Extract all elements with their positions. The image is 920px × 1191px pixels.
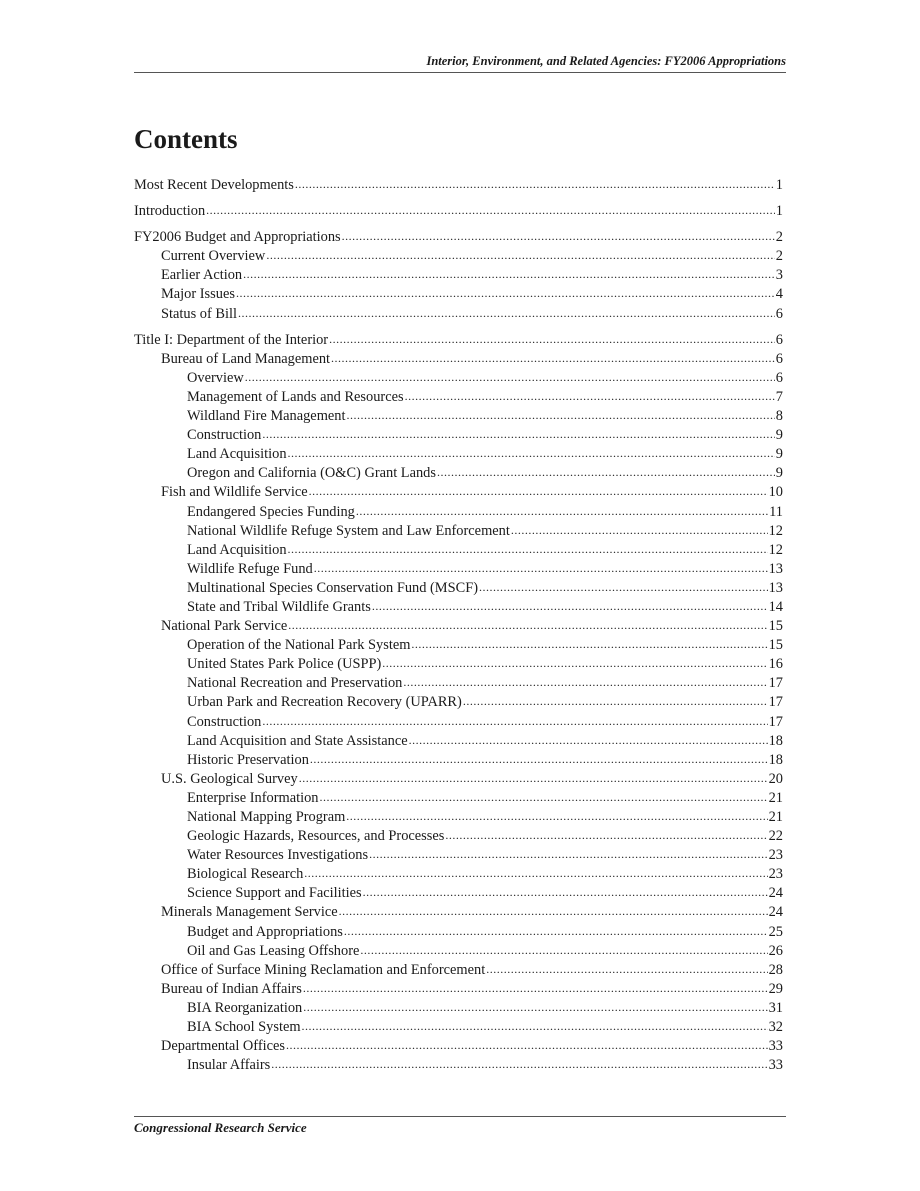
toc-entry[interactable] <box>134 770 783 789</box>
toc-entry[interactable] <box>134 693 783 712</box>
dot-leader <box>445 826 767 845</box>
toc-entry-label: Minerals Management Service <box>161 904 338 921</box>
toc-entry-page: 29 <box>768 980 783 997</box>
dot-leader <box>437 463 775 482</box>
toc-entry-page: 17 <box>768 675 783 692</box>
dot-leader <box>314 559 768 578</box>
toc-entry[interactable] <box>134 961 783 980</box>
toc-entry-label: National Recreation and Preservation <box>187 675 403 692</box>
toc-entry[interactable] <box>134 789 783 808</box>
toc-entry-label: Office of Surface Mining Reclamation and Enforcement <box>161 961 486 978</box>
toc-entry-page: 12 <box>768 522 783 539</box>
toc-entry-page: 13 <box>768 560 783 577</box>
toc-entry-page: 24 <box>768 904 783 921</box>
toc-entry[interactable] <box>134 541 783 560</box>
toc-entry[interactable] <box>134 923 783 942</box>
toc-entry-page: 3 <box>775 267 783 284</box>
toc-entry[interactable] <box>134 407 783 426</box>
toc-entry-label: Most Recent Developments <box>134 177 294 193</box>
dot-leader <box>344 922 768 941</box>
toc-entry[interactable] <box>134 369 783 388</box>
toc-entry-label: Current Overview <box>161 248 266 265</box>
dot-leader <box>302 1017 768 1036</box>
toc-entry[interactable] <box>134 617 783 636</box>
toc-entry-label: Construction <box>187 427 262 444</box>
toc-entry-page: 9 <box>775 465 783 482</box>
dot-leader <box>286 1036 768 1055</box>
toc-entry-page: 23 <box>768 847 783 864</box>
toc-entry[interactable] <box>134 1018 783 1037</box>
toc-entry[interactable] <box>134 999 783 1018</box>
dot-leader <box>266 246 774 265</box>
toc-entry-page: 9 <box>775 427 783 444</box>
toc-entry-label: Urban Park and Recreation Recovery (UPARR) <box>187 694 462 711</box>
toc-entry[interactable] <box>134 247 783 266</box>
dot-leader <box>288 444 775 463</box>
toc-entry-page: 8 <box>775 408 783 425</box>
toc-entry-label: Multinational Species Conservation Fund (MSCF) <box>187 579 479 596</box>
dot-leader <box>288 616 767 635</box>
dot-leader <box>369 845 768 864</box>
toc-entry[interactable] <box>134 846 783 865</box>
toc-entry[interactable] <box>134 503 783 522</box>
toc-entry-page: 14 <box>768 598 783 615</box>
toc-entry-label: BIA School System <box>187 1019 301 1036</box>
dot-leader <box>304 864 767 883</box>
toc-entry-label: Title I: Department of the Interior <box>134 331 329 348</box>
toc-entry[interactable] <box>134 903 783 922</box>
dot-leader <box>479 578 768 597</box>
toc-entry-label: Budget and Appropriations <box>187 923 343 940</box>
dot-leader <box>303 998 767 1017</box>
toc-entry-label: Enterprise Information <box>187 789 319 806</box>
toc-entry[interactable] <box>134 522 783 541</box>
toc-entry-label: Bureau of Land Management <box>161 350 331 367</box>
toc-entry-page: 1 <box>775 177 783 193</box>
dot-leader <box>238 304 775 323</box>
toc-entry-label: Oregon and California (O&C) Grant Lands <box>187 465 436 482</box>
toc-entry-page: 2 <box>775 229 783 246</box>
toc-entry-page: 11 <box>769 503 783 520</box>
toc-entry[interactable] <box>134 713 783 732</box>
dot-leader <box>486 960 767 979</box>
toc-entry[interactable] <box>134 426 783 445</box>
toc-entry-label: Water Resources Investigations <box>187 847 369 864</box>
toc-entry[interactable] <box>134 560 783 579</box>
dot-leader <box>245 368 775 387</box>
table-of-contents <box>134 176 783 1075</box>
toc-entry-page: 22 <box>768 828 783 845</box>
toc-entry-label: Status of Bill <box>161 305 237 322</box>
toc-entry[interactable] <box>134 751 783 770</box>
dot-leader <box>346 406 774 425</box>
dot-leader <box>299 769 768 788</box>
toc-entry[interactable] <box>134 808 783 827</box>
toc-entry[interactable] <box>134 655 783 674</box>
toc-entry[interactable] <box>134 285 783 304</box>
toc-entry-page: 4 <box>775 286 783 303</box>
toc-entry-page: 26 <box>768 942 783 959</box>
dot-leader <box>403 673 767 692</box>
toc-entry-label: Endangered Species Funding <box>187 503 355 520</box>
toc-entry-label: U.S. Geological Survey <box>161 770 298 787</box>
toc-entry[interactable] <box>134 865 783 884</box>
dot-leader <box>356 502 768 521</box>
toc-entry-label: Historic Preservation <box>187 751 309 768</box>
toc-entry-page: 28 <box>768 961 783 978</box>
running-header: Interior, Environment, and Related Agencies: FY2006 Appropriations <box>426 54 786 68</box>
toc-entry-page: 31 <box>768 999 783 1016</box>
header-divider <box>134 72 786 73</box>
toc-entry[interactable] <box>134 331 783 350</box>
toc-entry-label: Geologic Hazards, Resources, and Processes <box>187 828 445 845</box>
footer-divider <box>134 1116 786 1117</box>
toc-entry-label: National Park Service <box>161 618 288 635</box>
toc-entry-page: 16 <box>768 656 783 673</box>
toc-entry[interactable] <box>134 674 783 693</box>
dot-leader <box>310 750 768 769</box>
toc-entry[interactable] <box>134 388 783 407</box>
toc-entry[interactable] <box>134 350 783 369</box>
toc-entry-page: 6 <box>775 350 783 367</box>
toc-entry[interactable] <box>134 980 783 999</box>
toc-entry-label: State and Tribal Wildlife Grants <box>187 598 371 615</box>
toc-entry[interactable] <box>134 445 783 464</box>
dot-leader <box>363 883 768 902</box>
toc-entry-label: Major Issues <box>161 286 235 303</box>
toc-entry[interactable] <box>134 1037 783 1056</box>
dot-leader <box>339 902 768 921</box>
toc-entry-label: Science Support and Facilities <box>187 885 362 902</box>
toc-entry-page: 21 <box>768 789 783 806</box>
toc-entry-label: Land Acquisition and State Assistance <box>187 732 408 749</box>
toc-entry[interactable] <box>134 579 783 598</box>
running-footer: Congressional Research Service <box>134 1120 307 1135</box>
toc-entry-page: 10 <box>768 484 783 501</box>
dot-leader <box>360 941 767 960</box>
toc-entry-label: Bureau of Indian Affairs <box>161 980 302 997</box>
toc-entry[interactable] <box>134 827 783 846</box>
toc-entry-page: 6 <box>775 305 783 322</box>
dot-leader <box>303 979 768 998</box>
toc-entry-label: Insular Affairs <box>187 1057 271 1074</box>
toc-entry-label: Construction <box>187 713 262 730</box>
toc-entry-page: 12 <box>768 541 783 558</box>
toc-entry-page: 17 <box>768 713 783 730</box>
page-title: Contents <box>134 124 238 154</box>
toc-entry-page: 6 <box>775 369 783 386</box>
toc-entry-page: 33 <box>768 1057 783 1074</box>
toc-entry-page: 23 <box>768 866 783 883</box>
toc-entry[interactable] <box>134 202 783 221</box>
toc-entry-label: Earlier Action <box>161 267 243 284</box>
dot-leader <box>329 330 775 349</box>
toc-entry-label: Land Acquisition <box>187 541 287 558</box>
dot-leader <box>346 807 767 826</box>
toc-entry-label: Fish and Wildlife Service <box>161 484 308 501</box>
dot-leader <box>331 349 775 368</box>
toc-entry-label: Wildlife Refuge Fund <box>187 560 313 577</box>
toc-entry-label: Introduction <box>134 203 206 220</box>
toc-entry-label: Wildland Fire Management <box>187 408 346 425</box>
toc-entry[interactable] <box>134 636 783 655</box>
dot-leader <box>295 175 775 194</box>
dot-leader <box>372 597 768 616</box>
toc-entry-label: National Mapping Program <box>187 809 346 825</box>
toc-entry[interactable] <box>134 598 783 617</box>
dot-leader <box>405 387 775 406</box>
toc-entry-page: 25 <box>768 923 783 940</box>
toc-entry-page: 18 <box>768 732 783 749</box>
toc-entry[interactable] <box>134 884 783 903</box>
toc-entry-page: 15 <box>768 618 783 635</box>
toc-entry[interactable] <box>134 305 783 324</box>
dot-leader <box>206 201 775 220</box>
dot-leader <box>382 654 767 673</box>
dot-leader <box>319 788 767 807</box>
toc-entry-label: Biological Research <box>187 866 304 883</box>
toc-entry-label: BIA Reorganization <box>187 999 303 1016</box>
toc-entry-page: 7 <box>775 388 783 405</box>
toc-entry-label: National Wildlife Refuge System and Law Enforcement <box>187 522 510 539</box>
toc-entry[interactable] <box>134 1056 783 1075</box>
dot-leader <box>409 731 768 750</box>
dot-leader <box>342 227 775 246</box>
toc-entry-label: FY2006 Budget and Appropriations <box>134 229 341 246</box>
toc-entry-page: 33 <box>768 1038 783 1055</box>
dot-leader <box>236 284 775 303</box>
toc-entry[interactable] <box>134 942 783 961</box>
toc-entry-page: 2 <box>775 248 783 265</box>
toc-entry-page: 6 <box>775 331 783 348</box>
toc-entry[interactable] <box>134 732 783 751</box>
toc-entry-label: Overview <box>187 369 244 386</box>
toc-entry-label: Land Acquisition <box>187 446 287 463</box>
dot-leader <box>262 712 767 731</box>
toc-entry-page: 20 <box>768 770 783 787</box>
toc-entry-label: Operation of the National Park System <box>187 637 411 654</box>
toc-entry-page: 13 <box>768 579 783 596</box>
toc-entry-label: United States Park Police (USPP) <box>187 656 382 673</box>
toc-entry[interactable] <box>134 228 783 247</box>
toc-entry-page: 9 <box>775 446 783 463</box>
dot-leader <box>262 425 774 444</box>
toc-entry-page: 15 <box>768 637 783 654</box>
toc-entry[interactable] <box>134 176 783 195</box>
dot-leader <box>411 635 767 654</box>
toc-entry-page: 1 <box>775 203 783 220</box>
toc-entry-page: 32 <box>768 1019 783 1036</box>
dot-leader <box>309 482 768 501</box>
dot-leader <box>288 540 768 559</box>
toc-entry[interactable] <box>134 266 783 285</box>
toc-entry-page: 24 <box>768 885 783 902</box>
toc-entry-label: Management of Lands and Resources <box>187 388 404 405</box>
toc-entry-label: Departmental Offices <box>161 1038 285 1055</box>
dot-leader <box>511 521 768 540</box>
toc-entry[interactable] <box>134 464 783 483</box>
dot-leader <box>271 1055 767 1074</box>
toc-entry-page: 17 <box>768 694 783 711</box>
dot-leader <box>243 265 775 284</box>
toc-entry-page: 21 <box>768 809 783 825</box>
toc-entry-label: Oil and Gas Leasing Offshore <box>187 942 360 959</box>
dot-leader <box>463 692 768 711</box>
toc-entry-page: 18 <box>768 751 783 768</box>
toc-entry[interactable] <box>134 483 783 502</box>
